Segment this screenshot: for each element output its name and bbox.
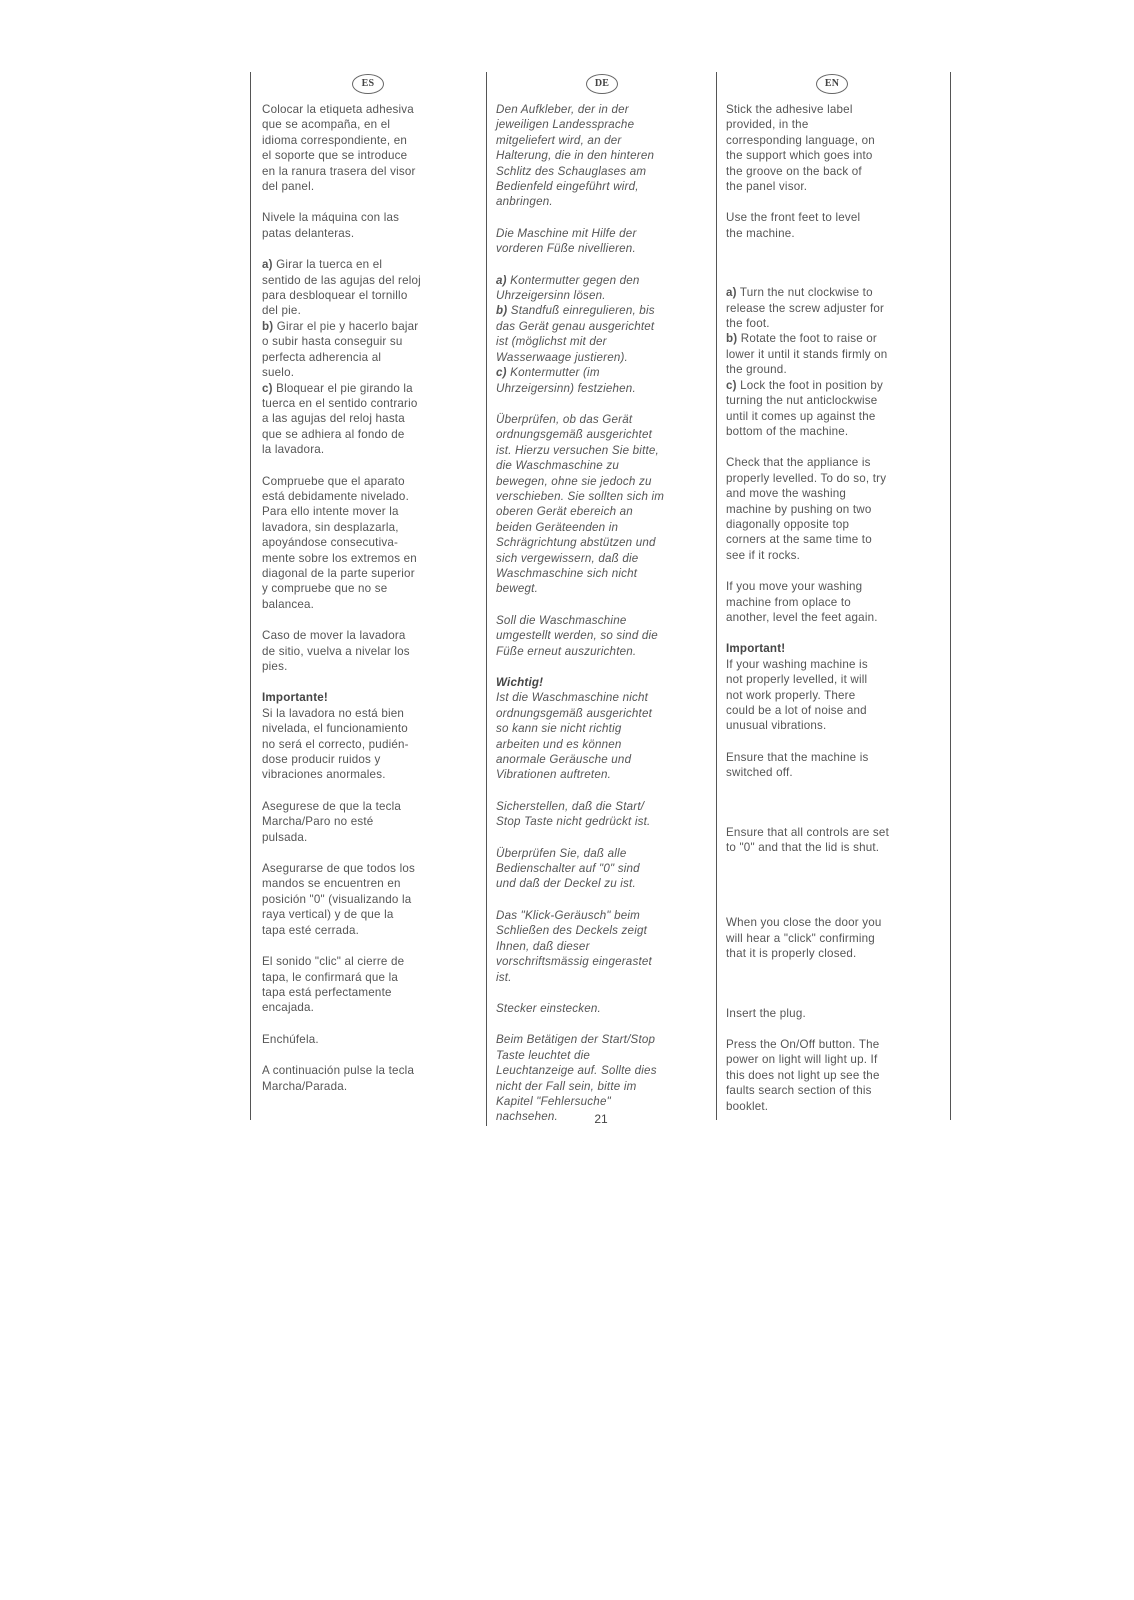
text-line: ordnungsgemäß ausgerichtet <box>496 706 653 720</box>
paragraph-lid-click <box>726 915 938 961</box>
text-line: unusual vibrations. <box>726 719 827 733</box>
paragraph-level-intro <box>496 226 708 257</box>
step-b <box>496 303 708 365</box>
text-line: nachsehen. <box>496 1110 558 1124</box>
step-c <box>726 378 938 440</box>
step-label: b) <box>726 332 738 346</box>
text-line: Asegurarse de que todos los <box>262 862 415 876</box>
spacer <box>726 797 938 825</box>
text-line: Schrägrichtung abstützen und <box>496 536 656 550</box>
leveling-steps <box>496 273 708 396</box>
text-line: nivelada, el funcionamiento <box>262 722 408 736</box>
text-line: the foot. <box>726 317 770 331</box>
text-line: Das "Klick-Geräusch" beim <box>496 908 641 922</box>
text-line: que se adhiera al fondo de <box>262 427 405 441</box>
text-line: Enchúfela. <box>262 1032 319 1046</box>
text-line: lower it until it stands firmly on <box>726 347 888 361</box>
text-line: para desbloquear el tornillo <box>262 289 408 303</box>
text-line: está debidamente nivelado. <box>262 489 410 503</box>
spacer <box>726 978 938 1006</box>
step-a <box>726 285 938 331</box>
text-line <box>726 331 938 346</box>
step-text: Standfuß einregulieren, bis <box>507 304 655 318</box>
text-line: power on light will light up. If <box>726 1053 878 1067</box>
text-line: could be a lot of noise and <box>726 704 867 717</box>
spacer <box>726 257 938 285</box>
step-label: b) <box>262 319 274 333</box>
text-line: balancea. <box>262 597 315 611</box>
step-label: a) <box>726 286 737 300</box>
text-line: bottom of the machine. <box>726 424 849 438</box>
text-line: ist. <box>496 970 512 984</box>
important-title: Important! <box>726 642 786 656</box>
text-line: Check that the appliance is <box>726 456 871 470</box>
page-number: 21 <box>594 1112 608 1126</box>
important-text <box>496 690 708 782</box>
text-line: del pie. <box>262 304 301 318</box>
language-badge-es: ES <box>352 74 384 94</box>
text-line: not properly levelled, it will <box>726 673 868 687</box>
paragraph-label-placement <box>262 102 474 194</box>
text-line: Taste leuchtet die <box>496 1048 591 1062</box>
language-badge-de: DE <box>586 74 618 94</box>
paragraph-level-check <box>496 412 708 597</box>
text-line: Soll die Waschmaschine <box>496 613 627 627</box>
step-text: Lock the foot in position by <box>736 378 884 392</box>
text-line: anbringen. <box>496 195 553 209</box>
text-line: not work properly. There <box>726 688 856 702</box>
text-line: dose producir ruidos y <box>262 753 381 767</box>
text-line: a las agujas del reloj hasta <box>262 412 405 426</box>
text-line: posición "0" (visualizando la <box>262 892 412 906</box>
text-line: nicht der Fall sein, bitte im <box>496 1079 637 1093</box>
text-line: When you close the door you <box>726 916 882 930</box>
paragraph-level-check <box>726 455 938 563</box>
paragraph-label-placement <box>496 102 708 210</box>
text-line: the panel visor. <box>726 180 808 194</box>
paragraph-start-stop <box>496 799 708 830</box>
paragraph-controls-zero <box>726 825 938 856</box>
text-line: Caso de mover la lavadora <box>262 629 406 643</box>
text-line: anormale Geräusche und <box>496 753 632 767</box>
text-line: Uhrzeigersinn) festziehen. <box>496 381 636 395</box>
text-line: beiden Geräteenden in <box>496 520 619 534</box>
text-line <box>496 303 708 318</box>
text-line: switched off. <box>726 766 793 780</box>
text-line: El sonido "clic" al cierre de <box>262 955 405 969</box>
text-line: If your washing machine is <box>726 657 868 671</box>
text-line: mandos se encuentren en <box>262 877 401 891</box>
text-line: machine by pushing on two <box>726 502 872 516</box>
paragraph-level-check <box>262 474 474 613</box>
text-line: ist. Hierzu versuchen Sie bitte, <box>496 443 659 457</box>
text-line: diagonal de la parte superior <box>262 566 415 580</box>
text-line: patas delanteras. <box>262 226 355 240</box>
text-line: en la ranura trasera del visor <box>262 164 416 178</box>
text-line: das Gerät genau ausgerichtet <box>496 319 655 333</box>
text-line: encajada. <box>262 1001 315 1015</box>
text-line <box>262 319 474 334</box>
paragraph-power-on <box>726 1037 938 1114</box>
text-line: corresponding language, on <box>726 133 875 147</box>
text-line: Füße erneut auszurichten. <box>496 644 637 658</box>
step-c <box>496 365 708 396</box>
text-line: tapa esté cerrada. <box>262 923 360 937</box>
step-text: Girar el pie y hacerlo bajar <box>273 319 419 333</box>
text-line: Nivele la máquina con las <box>262 211 400 225</box>
step-b <box>726 331 938 377</box>
text-line: Press the On/Off button. The <box>726 1038 880 1052</box>
paragraph-plug-in <box>726 1006 938 1021</box>
text-line: until it comes up against the <box>726 409 876 423</box>
text-line: el soporte que se introduce <box>262 149 408 163</box>
text-line: this does not light up see the <box>726 1068 880 1082</box>
text-line: del panel. <box>262 180 315 194</box>
step-c <box>262 381 474 458</box>
text-line: Halterung, die in den hinteren <box>496 149 655 163</box>
text-line: faults search section of this <box>726 1084 872 1098</box>
text-line: Ensure that the machine is <box>726 750 869 764</box>
step-label: c) <box>262 381 273 395</box>
text-line: pies. <box>262 660 288 673</box>
text-line: y compruebe que no se <box>262 582 388 596</box>
text-line: that it is properly closed. <box>726 947 857 961</box>
column-rule-right <box>950 72 951 1120</box>
important-note <box>262 690 474 782</box>
text-line: Ihnen, daß dieser <box>496 939 590 953</box>
important-text <box>262 706 474 783</box>
text-line: Bedienschalter auf "0" sind <box>496 862 640 876</box>
paragraph-start-stop <box>262 799 474 845</box>
text-line: tuerca en el sentido contrario <box>262 396 418 410</box>
text-line: mente sobre los extremos en <box>262 551 417 565</box>
paragraph-lid-click <box>496 908 708 985</box>
column-rule-left <box>250 72 251 1120</box>
text-line: diagonally opposite top <box>726 517 850 531</box>
spacer <box>726 871 938 915</box>
text-line: sich vergewissern, daß die <box>496 551 639 565</box>
text-line: Die Maschine mit Hilfe der <box>496 226 637 240</box>
text-line: Überprüfen Sie, daß alle <box>496 846 627 860</box>
text-line: die Waschmaschine zu <box>496 459 619 473</box>
paragraph-level-intro <box>726 210 938 241</box>
text-line: de sitio, vuelva a nivelar los <box>262 644 410 658</box>
text-line: o subir hasta conseguir su <box>262 335 403 349</box>
text-line: so kann sie nicht richtig <box>496 722 622 736</box>
paragraph-power-on <box>262 1063 474 1094</box>
important-title: Importante! <box>262 691 328 705</box>
step-a <box>262 257 474 319</box>
column-spanish <box>262 74 474 1110</box>
step-label: a) <box>262 258 273 272</box>
text-line: raya vertical) y de que la <box>262 908 394 922</box>
text-line: bewegt. <box>496 582 539 596</box>
text-line: Den Aufkleber, der in der <box>496 103 629 116</box>
text-line: Schlitz des Schauglases am <box>496 164 647 178</box>
text-line: apoyándose consecutiva- <box>262 536 399 550</box>
column-rule-middle-left <box>486 72 487 1126</box>
text-line: vibraciones anormales. <box>262 768 386 782</box>
paragraph-plug-in <box>496 1001 708 1016</box>
text-line: Asegurese de que la tecla <box>262 799 402 813</box>
step-text: Bloquear el pie girando la <box>272 381 413 395</box>
important-title: Wichtig! <box>496 676 544 689</box>
paragraph-relevel <box>496 613 708 659</box>
text-line: Use the front feet to level <box>726 211 861 225</box>
text-line: Stecker einstecken. <box>496 1001 601 1015</box>
step-text: Kontermutter (im <box>506 366 600 380</box>
text-line: provided, in the <box>726 118 809 132</box>
text-line: oberen Gerät ebereich an <box>496 505 633 519</box>
step-label: b) <box>496 304 508 318</box>
important-note <box>496 675 708 783</box>
text-line: umgestellt werden, so sind die <box>496 629 658 643</box>
text-line: vorschriftsmässig eingerastet <box>496 955 652 969</box>
text-line: Ist die Waschmaschine nicht <box>496 691 649 705</box>
text-line: la lavadora. <box>262 443 325 457</box>
text-line: Kapitel "Fehlersuche" <box>496 1094 611 1108</box>
text-line: Beim Betätigen der Start/Stop <box>496 1033 656 1047</box>
step-label: c) <box>496 366 507 380</box>
text-line: and move the washing <box>726 487 847 501</box>
text-line: Stick the adhesive label <box>726 103 853 116</box>
text-line: to "0" and that the lid is shut. <box>726 841 880 855</box>
step-text: Kontermutter gegen den <box>506 273 640 287</box>
text-line: Si la lavadora no está bien <box>262 706 405 720</box>
paragraph-controls-zero <box>262 861 474 938</box>
text-line: tapa, le confirmará que la <box>262 970 399 984</box>
text-line: que se acompaña, en el <box>262 118 391 132</box>
text-line: Insert the plug. <box>726 1006 806 1020</box>
text-line <box>726 378 938 393</box>
paragraph-controls-zero <box>496 846 708 892</box>
text-line: Leuchtanzeige auf. Sollte dies <box>496 1064 657 1078</box>
paragraph-power-on <box>496 1032 708 1124</box>
text-line: pulsada. <box>262 830 308 844</box>
paragraph-start-stop <box>726 750 938 781</box>
text-line: machine from oplace to <box>726 595 851 609</box>
column-german <box>496 74 708 1141</box>
text-line: Para ello intente mover la <box>262 505 399 519</box>
step-a <box>496 273 708 304</box>
text-line: If you move your washing <box>726 580 863 594</box>
text-line: sentido de las agujas del reloj <box>262 273 421 287</box>
text-line: Compruebe que el aparato <box>262 474 405 488</box>
text-line: Uhrzeigersinn lösen. <box>496 289 606 303</box>
text-line: corners at the same time to <box>726 533 872 547</box>
text-line: Stop Taste nicht gedrückt ist. <box>496 815 651 829</box>
text-line <box>262 257 474 272</box>
step-label: c) <box>726 378 737 392</box>
text-line: jeweiligen Landessprache <box>496 118 635 132</box>
language-badge-en: EN <box>816 74 848 94</box>
step-label: a) <box>496 273 507 287</box>
step-text: Rotate the foot to raise or <box>737 332 877 346</box>
text-line: bewegen, ohne sie jedoch zu <box>496 474 652 488</box>
text-line <box>496 365 708 380</box>
text-line: tapa está perfectamente <box>262 985 392 999</box>
text-line: lavadora, sin desplazarla, <box>262 520 399 534</box>
text-line: perfecta adherencia al <box>262 350 382 364</box>
step-b <box>262 319 474 381</box>
text-line: und daß der Deckel zu ist. <box>496 877 636 891</box>
text-line: ist (möglichst mit der <box>496 335 607 349</box>
important-note <box>726 641 938 733</box>
text-line: Marcha/Parada. <box>262 1079 348 1093</box>
text-line: another, level the feet again. <box>726 610 878 624</box>
leveling-steps <box>726 285 938 439</box>
text-line: Wasserwaage justieren). <box>496 350 628 364</box>
text-line: no será el correcto, pudién- <box>262 737 409 751</box>
important-text <box>726 657 938 734</box>
text-line: Colocar la etiqueta adhesiva <box>262 103 414 116</box>
text-line: Ensure that all controls are set <box>726 825 889 839</box>
text-line: Vibrationen auftreten. <box>496 768 612 782</box>
paragraph-plug-in <box>262 1032 474 1047</box>
text-line: see if it rocks. <box>726 548 801 562</box>
step-text: Girar la tuerca en el <box>272 258 383 272</box>
text-line: suelo. <box>262 366 295 380</box>
text-line: idioma correspondiente, en <box>262 133 408 147</box>
text-line: the ground. <box>726 363 787 377</box>
text-line: A continuación pulse la tecla <box>262 1064 415 1078</box>
text-line: Sicherstellen, daß die Start/ <box>496 799 645 813</box>
text-line: the support which goes into <box>726 149 873 163</box>
text-line: Bedienfeld eingeführt wird, <box>496 180 639 194</box>
text-line: release the screw adjuster for <box>726 301 885 315</box>
column-rule-middle-right <box>716 72 717 1120</box>
text-line: Überprüfen, ob das Gerät <box>496 412 633 426</box>
text-line: Marcha/Paro no esté <box>262 815 374 829</box>
step-text: Turn the nut clockwise to <box>736 286 873 300</box>
paragraph-lid-click <box>262 954 474 1016</box>
paragraph-relevel <box>262 628 474 674</box>
text-line: vorderen Füße nivellieren. <box>496 242 636 256</box>
text-line: will hear a "click" confirming <box>726 931 875 945</box>
paragraph-level-intro <box>262 210 474 241</box>
text-line: ordnungsgemäß ausgerichtet <box>496 428 653 442</box>
text-line: the groove on the back of <box>726 164 862 178</box>
text-line <box>262 381 474 396</box>
text-line: properly levelled. To do so, try <box>726 471 887 485</box>
text-line: turning the nut anticlockwise <box>726 394 878 408</box>
text-line <box>496 273 708 288</box>
text-line: verschieben. Sie sollten sich im <box>496 489 665 503</box>
column-english <box>726 74 938 1130</box>
text-line <box>726 285 938 300</box>
paragraph-relevel <box>726 579 938 625</box>
text-line: mitgeliefert wird, an der <box>496 133 622 147</box>
text-line: booklet. <box>726 1099 769 1113</box>
text-line: the machine. <box>726 226 795 240</box>
text-line: Schließen des Deckels zeigt <box>496 924 648 938</box>
text-line: Waschmaschine sich nicht <box>496 566 638 580</box>
text-line: arbeiten und es können <box>496 737 622 751</box>
paragraph-label-placement <box>726 102 938 194</box>
leveling-steps <box>262 257 474 457</box>
